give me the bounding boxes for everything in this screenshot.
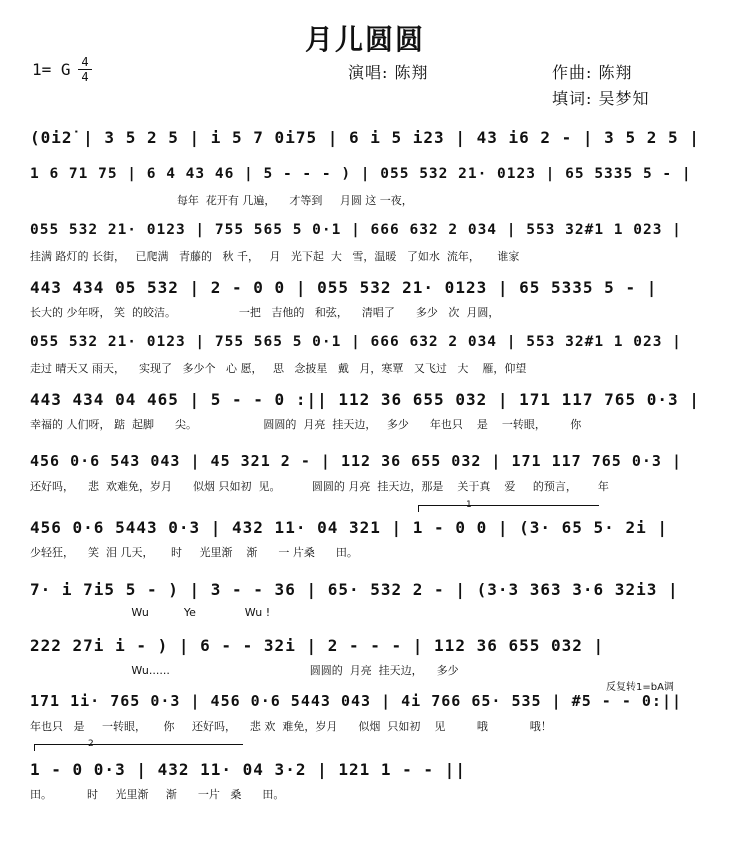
lyric-line: 少轻狂， 笑 泪 几天， 时 光里渐 渐 一 片桑 田。	[30, 546, 358, 559]
notation-line: 171 1i· 765 0·3 | 456 0·6 5443 043 | 4i 766 65· 535 | #5 - - 0:||	[30, 692, 682, 710]
composer-credit: 作曲: 陈翔	[552, 63, 633, 82]
lyric-line: 年也只 是 一转眼， 你 还好吗， 悲 欢 难免，岁月 似烟 只如初 见 哦 哦！	[30, 720, 552, 733]
volta-bracket-2	[34, 744, 243, 751]
notation-line: 1 6 71 75 | 6 4 43 46 | 5 - - - ) | 055 532 21· 0123 | 65 5335 5 - |	[30, 166, 692, 182]
key-signature: 1= G	[32, 60, 71, 79]
volta-number-1: 1	[466, 500, 472, 510]
lyric-line: 每年 花开有 几遍， 才等到 月圆 这 一夜，	[30, 194, 413, 207]
repeat-key-change-note: 反复转1=bA调	[606, 682, 674, 693]
lyric-line: 走过 晴天又 雨天， 实现了 多少个 心 愿， 思 念披星 戴 月，寒覃 又飞过 大 雁，仰望	[30, 362, 527, 375]
lyric-line: Wu Ye Wu !	[30, 606, 271, 619]
notation-line: 456 0·6 543 043 | 45 321 2 - | 112 36 655 032 | 171 117 765 0·3 |	[30, 452, 682, 470]
lyric-line: 长大的 少年呀， 笑 的皎洁。 一把 吉他的 和弦， 清唱了 多少 次 月圆，	[30, 306, 500, 319]
notation-line: 7· i 7i5 5 - ) | 3 - - 36 | 65· 532 2 - | (3·3 363 3·6 32i3 |	[30, 580, 679, 599]
lyric-line: 挂满 路灯的 长街， 已爬满 青藤的 秋 千， 月 光下起 大 雪，温暖 了如水 流年， 谁家	[30, 250, 520, 263]
notation-line: 1 - 0 0·3 | 432 11· 04 3·2 | 121 1 - - ||	[30, 760, 466, 779]
lyric-line: 田。 时 光里渐 渐 一片 桑 田。	[30, 788, 285, 801]
lyric-line: Wu...... 圆圆的 月亮 挂天边， 多少	[30, 664, 459, 677]
notation-line: 222 27i i - ) | 6 - - 32i | 2 - - - | 112 36 655 032 |	[30, 636, 605, 655]
time-signature-bottom: 4	[81, 70, 89, 84]
notation-line: 443 434 04 465 | 5 - - 0 :|| 112 36 655 032 | 171 117 765 0·3 |	[30, 390, 700, 409]
notation-line: 055 532 21· 0123 | 755 565 5 0·1 | 666 632 2 034 | 553 32#1 1 023 |	[30, 222, 682, 238]
song-title: 月儿圆圆	[304, 23, 425, 56]
volta-bracket-1	[418, 505, 599, 512]
notation-line: 456 0·6 5443 0·3 | 432 11· 04 321 | 1 - 0 0 | (3· 65 5· 2i |	[30, 518, 668, 537]
lyric-line: 还好吗， 悲 欢难免，岁月 似烟 只如初 见。 圆圆的 月亮 挂天边，那是 关于真 爱 的预言， 年	[30, 480, 609, 493]
lyric-line: 幸福的 人们呀， 踮 起脚 尖。 圆圆的 月亮 挂天边， 多少 年也只 是 一转眼， 你	[30, 418, 582, 431]
time-signature-top: 4	[81, 55, 89, 69]
time-signature	[78, 56, 92, 83]
volta-number-2: 2	[88, 739, 94, 749]
notation-line: 055 532 21· 0123 | 755 565 5 0·1 | 666 632 2 034 | 553 32#1 1 023 |	[30, 334, 682, 350]
notation-line: 443 434 05 532 | 2 - 0 0 | 055 532 21· 0123 | 65 5335 5 - |	[30, 278, 658, 297]
notation-line: (0i2̇ | 3 5 2 5 | i 5 7 0i75 | 6 i 5 i23 | 43 i6 2 - | 3 5 2 5 |	[30, 128, 700, 147]
lyricist-credit: 填词: 吴梦知	[552, 89, 650, 108]
singer-credit: 演唱: 陈翔	[348, 63, 429, 82]
